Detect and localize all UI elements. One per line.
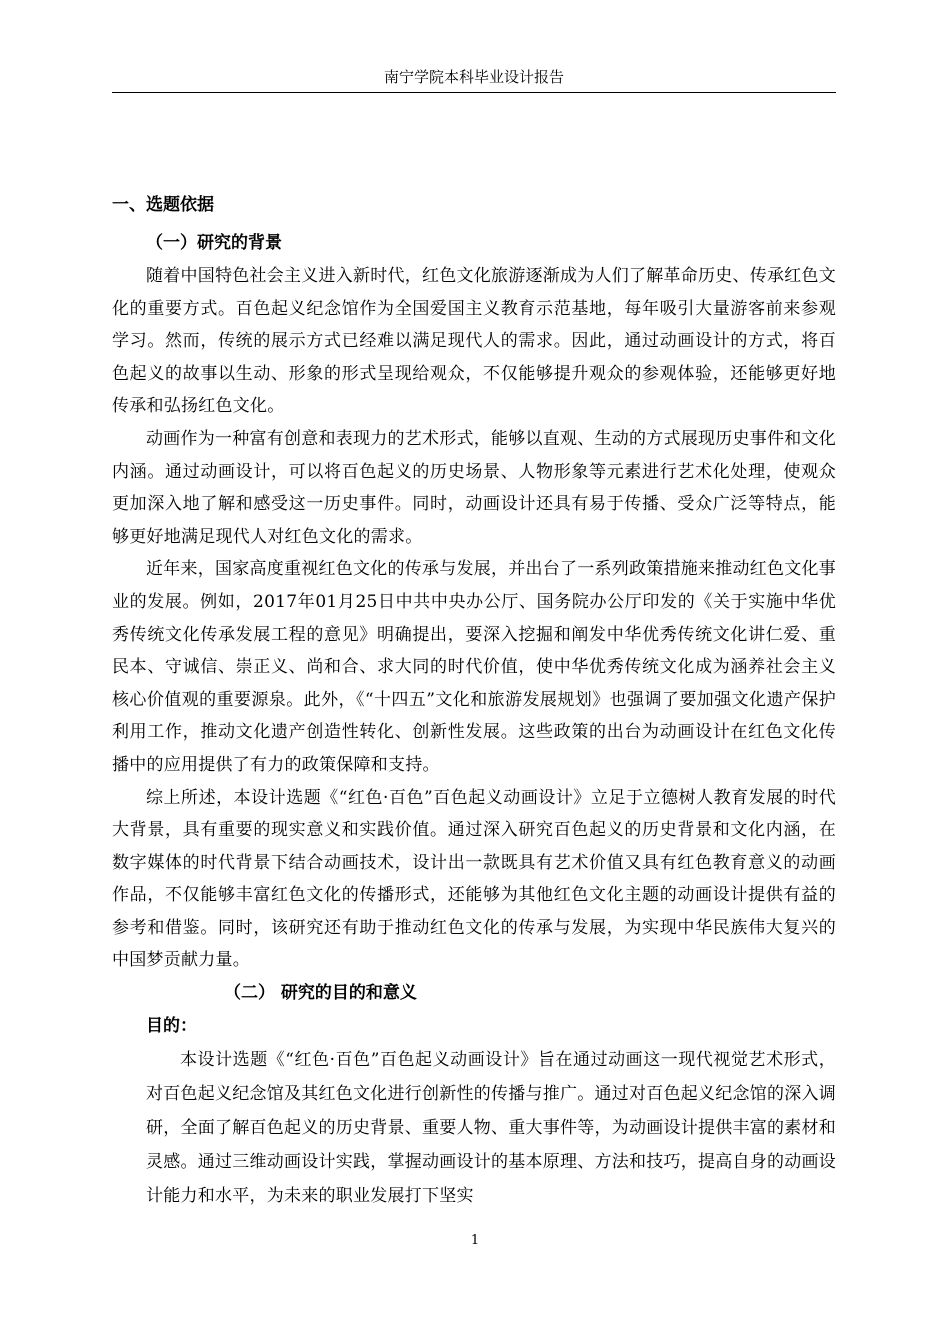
paragraph: 动画作为一种富有创意和表现力的艺术形式，能够以直观、生动的方式展现历史事件和文化内涵。通过动画设计，可以将百色起义的历史场景、人物形象等元素进行艺术化处理，使观众更加深入地了解和感受这一历史事件。同时，动画设计还具有易于传播、受众广泛等特点，能够更好地满足现代人对红色文化的需求。	[112, 428, 836, 547]
subsection-title-background: （一）研究的背景	[146, 233, 282, 253]
paragraph: 近年来，国家高度重视红色文化的传承与发展，并出台了一系列政策措施来推动红色文化事业的发展。例如，2017年01月25日中共中央办公厅、国务院办公厅印发的《关于实施中华优秀传统文化传承发展工程的意见》明确提出，要深入挖掘和阐发中华优秀传统文化讲仁爱、重民本、守诚信、崇正义、尚和合、求大同的时代价值，使中华优秀传统文化成为涵养社会主义核心价值观的重要源泉。此外，《“十四五”文化和旅游发展规划》也强调了要加强文化遗产保护利用工作，推动文化遗产创造性转化、创新性发展。这些政策的出台为动画设计在红色文化传播中的应用提供了有力的政策保障和支持。	[112, 559, 836, 775]
document-body	[112, 189, 836, 1213]
header-title: 南宁学院本科毕业设计报告	[383, 68, 564, 86]
page-header	[112, 66, 836, 93]
subsection-title-purpose: （二） 研究的目的和意义	[224, 983, 417, 1004]
purpose-paragraph: 本设计选题《“红色·百色”百色起义动画设计》旨在通过动画这一现代视觉艺术形式，对百色起义纪念馆及其红色文化进行创新性的传播与推广。通过对百色起义纪念馆的深入调研，全面了解百色起义的历史背景、重要人物、重大事件等，为动画设计提供丰富的素材和灵感。通过三维动画设计实践，掌握动画设计的基本原理、方法和技巧，提高自身的动画设计能力和水平，为未来的职业发展打下坚实	[146, 1050, 836, 1207]
page-number: 1	[470, 1233, 480, 1248]
paragraph: 综上所述，本设计选题《“红色·百色”百色起义动画设计》立足于立德树人教育发展的时代大背景，具有重要的现实意义和实践价值。通过深入研究百色起义的历史背景和文化内涵，在数字媒体的时代背景下结合动画技术，设计出一款既具有艺术价值又具有红色教育意义的动画作品，不仅能够丰富红色文化的传播形式，还能够为其他红色文化主题的动画设计提供有益的参考和借鉴。同时，该研究还有助于推动红色文化的传承与发展，为实现中华民族伟大复兴的中国梦贡献力量。	[112, 787, 836, 971]
section-title: 一、选题依据	[112, 195, 214, 215]
paragraph: 随着中国特色社会主义进入新时代，红色文化旅游逐渐成为人们了解革命历史、传承红色文化的重要方式。百色起义纪念馆作为全国爱国主义教育示范基地，每年吸引大量游客前来参观学习。然而，传统的展示方式已经难以满足现代人的需求。因此，通过动画设计的方式，将百色起义的故事以生动、形象的形式呈现给观众，不仅能够提升观众的参观体验，还能够更好地传承和弘扬红色文化。	[112, 266, 836, 417]
purpose-label: 目的：	[146, 1016, 197, 1037]
